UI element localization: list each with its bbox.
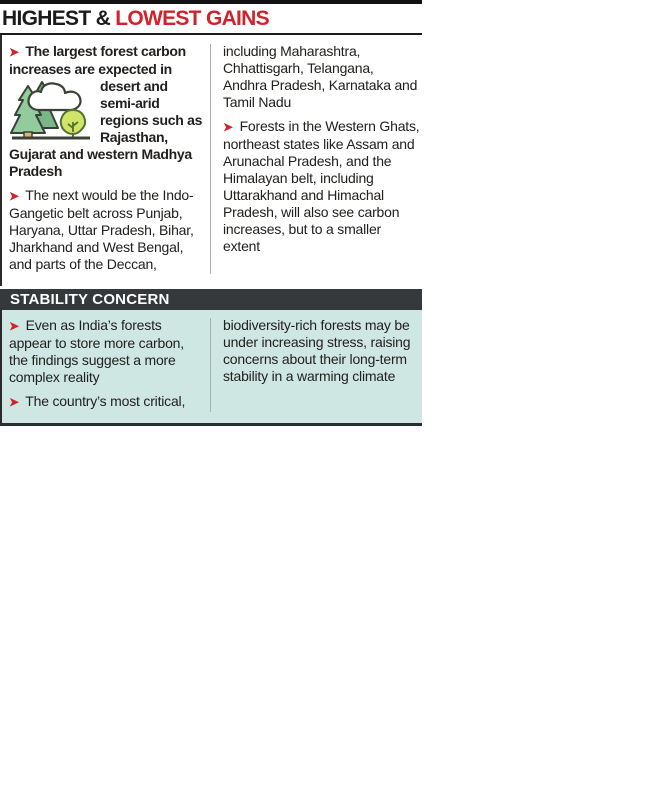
stability-bullet-2 — [9, 393, 204, 411]
gains-column-1 — [2, 42, 210, 280]
gains-bullet-2 — [9, 187, 204, 273]
gains-bullet-1-text-a: The largest forest carbon increases are expected in — [9, 43, 186, 77]
bullet-arrow-icon: ➤ — [9, 45, 19, 59]
stability-bullet-1-text: Even as India’s forests appear to store more carbon, the findings suggest a more complex reality — [9, 317, 184, 385]
infographic-panel — [0, 0, 422, 426]
stability-header-bar — [0, 289, 422, 310]
gains-continuation-text: including Maharashtra, Chhattisgarh, Telangana, Andhra Pradesh, Karnataka and Tamil Nadu — [223, 43, 418, 110]
gains-section — [0, 35, 422, 286]
headline — [0, 4, 422, 33]
gains-bullet-3-text: Forests in the Western Ghats, northeast states like Assam and Arunachal Pradesh, and the Himalayan belt, including Uttarakhand and Himachal Pradesh, will also see carbon increases, but to a smaller extent — [223, 118, 420, 254]
gains-column-2 — [211, 42, 422, 280]
gains-bullet-2-text: The next would be the Indo-Gangetic belt across Punjab, Haryana, Uttar Pradesh, Bihar, Jharkhand and West Bengal, and parts of the Deccan, — [9, 187, 194, 272]
stability-continuation-text: biodiversity-rich forests may be under increasing stress, raising concerns about their long-term stability in a warming climate — [223, 317, 411, 384]
bullet-arrow-icon: ➤ — [223, 120, 233, 134]
stability-column-2 — [211, 316, 422, 418]
trees-cloud-icon — [9, 80, 93, 142]
bullet-arrow-icon: ➤ — [9, 319, 19, 333]
headline-black-part: HIGHEST & — [2, 7, 116, 30]
bullet-arrow-icon: ➤ — [9, 395, 19, 409]
gains-bullet-3 — [223, 118, 420, 255]
headline-red-part: LOWEST GAINS — [115, 7, 269, 30]
stability-section — [0, 310, 422, 426]
bullet-arrow-icon: ➤ — [9, 189, 19, 203]
gains-bullet-1-text-b: desert and semi-arid regions such as Rajasthan, Gujarat and western Madhya Pradesh — [9, 78, 203, 179]
stability-bullet-2-text: The country’s most critical, — [25, 393, 186, 409]
stability-bullet-1 — [9, 317, 204, 386]
stability-header-label: STABILITY CONCERN — [10, 291, 170, 308]
gains-bullet-1 — [9, 43, 204, 180]
stability-column-1 — [2, 316, 210, 418]
